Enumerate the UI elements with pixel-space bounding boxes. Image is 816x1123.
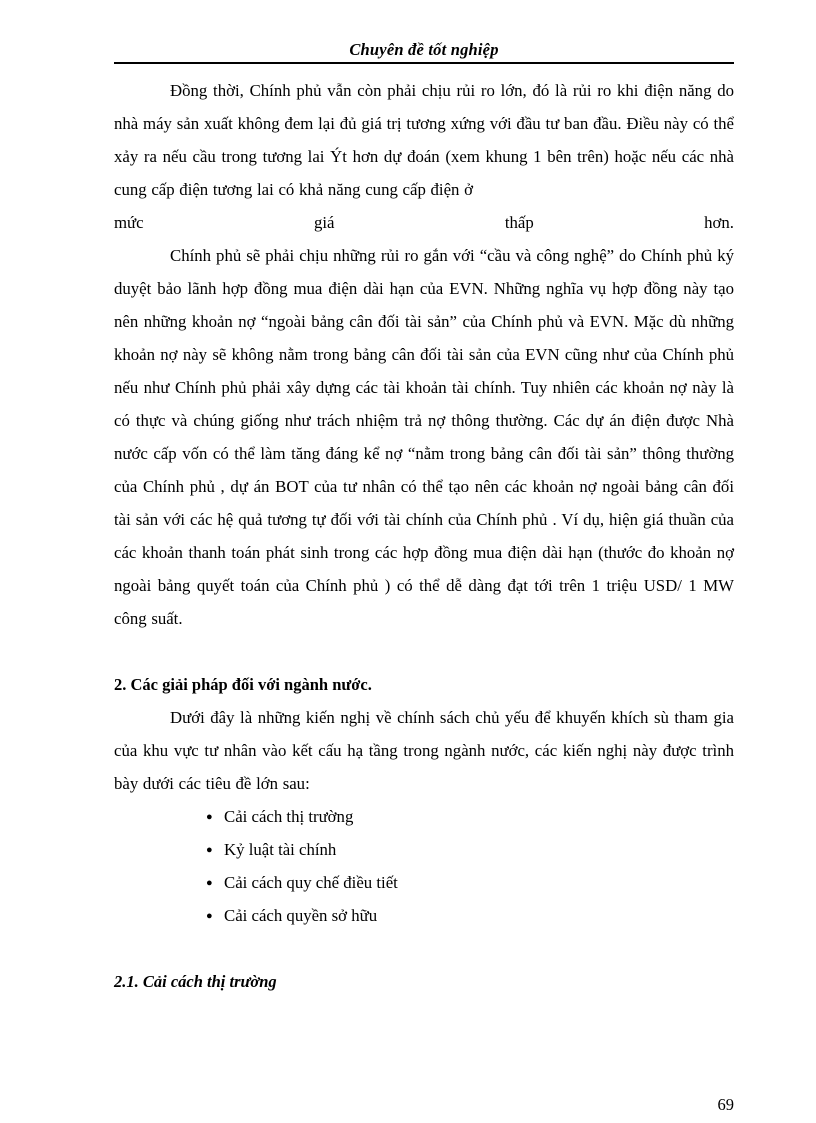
list-spacer bbox=[114, 932, 734, 965]
page-content bbox=[114, 40, 734, 1114]
list-item: ● Cải cách quy chế điều tiết bbox=[114, 866, 734, 899]
last-line-word-1: mức bbox=[114, 213, 144, 232]
list-item: ● Cải cách thị trường bbox=[114, 800, 734, 833]
page-number: 69 bbox=[717, 1095, 734, 1114]
bullet-list bbox=[114, 800, 734, 932]
paragraph-spacer bbox=[114, 635, 734, 668]
section-heading: 2. Các giải pháp đối với ngành nước. bbox=[114, 675, 372, 694]
last-line-word-2: giá bbox=[313, 213, 335, 232]
sub-heading: 2.1. Cải cách thị trường bbox=[114, 972, 277, 991]
paragraph-1: Đồng thời, Chính phủ vẫn còn phải chịu rủi ro lớn, đó là rủi ro khi điện năng do nhà máy sản xuất không đem lại đủ giá trị tương xứng với đầu tư ban đầu. Điều này có thể xảy ra nếu cầu trong tương lai Ýt hơn dự đoán (xem khung 1 bên trên) hoặc nếu các nhà cung cấp điện tương lai có khả năng cung cấp điện ở bbox=[114, 81, 734, 199]
paragraph-1-last-line bbox=[114, 206, 734, 239]
page-header bbox=[114, 40, 734, 64]
list-item: ● Kỷ luật tài chính bbox=[114, 833, 734, 866]
paragraph-3: Dưới đây là những kiến nghị về chính sách chủ yếu để khuyến khích sù tham gia của khu vực tư nhân vào kết cấu hạ tầng trong ngành nước, các kiến nghị này được trình bày dưới các tiêu đề lớn sau: bbox=[114, 708, 734, 793]
list-item: ● Cải cách quyền sở hữu bbox=[114, 899, 734, 932]
paragraph-2: Chính phủ sẽ phải chịu những rủi ro gắn với “cầu và công nghệ” do Chính phủ ký duyệt bảo lãnh hợp đồng mua điện dài hạn của EVN. Những nghĩa vụ hợp đồng này tạo nên những khoản nợ “ngoài bảng cân đối tài sản” của Chính phủ và EVN. Mặc dù những khoản nợ này sẽ không nằm trong bảng cân đối tài sản của EVN cũng như của Chính phủ nếu như Chính phủ phải xây dựng các tài khoản tài chính. Tuy nhiên các khoản nợ này là có thực và chúng giống như trách nhiệm trả nợ thông thường. Các dự án điện được Nhà nước cấp vốn có thể làm tăng đáng kể nợ “nằm trong bảng cân đối tài sản” thông thường của Chính phủ , dự án BOT của tư nhân có thể tạo nên các khoản nợ ngoài bảng cân đối tài sản với các hệ quả tương tự đối với tài chính của Chính phủ . Ví dụ, hiện giá thuần của các khoản thanh toán phát sinh trong các hợp đồng mua điện dài hạn (thước đo khoản nợ ngoài bảng quyết toán của Chính phủ ) có thể dễ dàng đạt tới trên 1 triệu USD/ 1 MW công suất. bbox=[114, 246, 734, 628]
header-title: Chuyên đề tốt nghiệp bbox=[349, 40, 499, 59]
last-line-word-4: hơn. bbox=[704, 213, 734, 232]
last-line-word-3: thấp bbox=[504, 213, 534, 232]
